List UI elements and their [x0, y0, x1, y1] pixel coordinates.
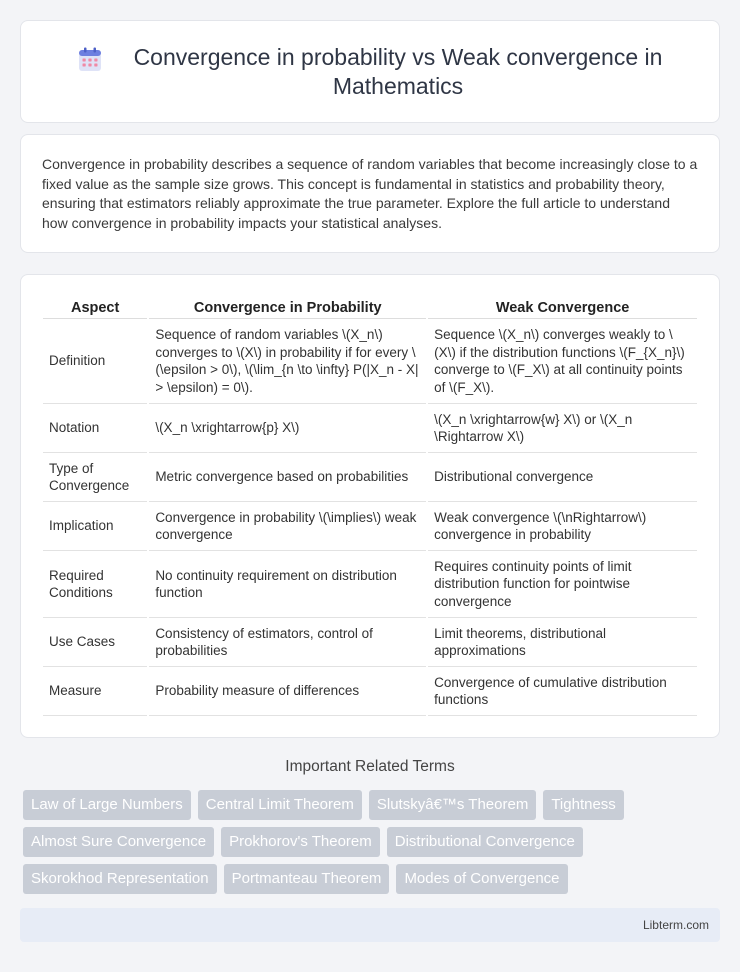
- tag-skorokhod-representation[interactable]: Skorokhod Representation: [23, 864, 217, 894]
- header-aspect: Aspect: [43, 295, 147, 319]
- intro-card: [20, 134, 720, 253]
- cell-weak-convergence: Requires continuity points of limit distribution function for pointwise convergence: [428, 551, 697, 618]
- tag-central-limit-theorem[interactable]: Central Limit Theorem: [198, 790, 362, 820]
- cell-weak-convergence: Convergence of cumulative distribution functions: [428, 667, 697, 716]
- tag-distributional-convergence[interactable]: Distributional Convergence: [387, 827, 583, 857]
- table-row: [43, 618, 697, 667]
- footer: [20, 908, 720, 942]
- tag-row: [23, 864, 713, 894]
- cell-aspect: Measure: [43, 667, 147, 716]
- page-title: Convergence in probability vs Weak convergence in Mathematics: [133, 44, 663, 99]
- cell-convergence-in-probability: Probability measure of differences: [149, 667, 426, 716]
- tag-prokhorovs-theorem[interactable]: Prokhorov's Theorem: [221, 827, 380, 857]
- tag-row: [23, 827, 713, 857]
- table-row: [43, 319, 697, 404]
- header-card: [20, 20, 720, 123]
- header-weak-convergence: Weak Convergence: [428, 295, 697, 319]
- table-row: [43, 502, 697, 551]
- related-terms-heading: Important Related Terms: [285, 758, 455, 775]
- cell-aspect: Definition: [43, 319, 147, 404]
- intro-text: Convergence in probability describes a sequence of random variables that become increasingly close to a fixed value as the sample size grows. This concept is fundamental in statistics and probability theory, ensuring that estimators reliably approximate the true parameter. Explore the full article to understand how convergence in probability impacts your statistical analyses.: [42, 156, 698, 231]
- cell-convergence-in-probability: Metric convergence based on probabilities: [149, 453, 426, 502]
- cell-convergence-in-probability: Consistency of estimators, control of probabilities: [149, 618, 426, 667]
- cell-convergence-in-probability: Sequence of random variables \(X_n\) converges to \(X\) in probability if for every \(\epsilon > 0\), \(\lim_{n \to \infty} P(|X_n - X| > \epsilon) = 0\).: [149, 319, 426, 404]
- table-row: [43, 667, 697, 716]
- cell-weak-convergence: Weak convergence \(\nRightarrow\) convergence in probability: [428, 502, 697, 551]
- cell-weak-convergence: Limit theorems, distributional approximations: [428, 618, 697, 667]
- related-terms: [23, 790, 713, 901]
- cell-weak-convergence: Distributional convergence: [428, 453, 697, 502]
- comparison-card: [20, 274, 720, 738]
- tag-row: [23, 790, 713, 820]
- tag-law-of-large-numbers[interactable]: Law of Large Numbers: [23, 790, 191, 820]
- cell-aspect: Implication: [43, 502, 147, 551]
- calendar-icon: [77, 47, 103, 73]
- table-header-row: [43, 295, 697, 319]
- header-convergence-in-probability: Convergence in Probability: [149, 295, 426, 319]
- cell-convergence-in-probability: Convergence in probability \(\implies\) weak convergence: [149, 502, 426, 551]
- tag-almost-sure-convergence[interactable]: Almost Sure Convergence: [23, 827, 214, 857]
- comparison-table: [41, 295, 699, 716]
- cell-weak-convergence: Sequence \(X_n\) converges weakly to \(X\) if the distribution functions \(F_{X_n}\) converge to \(F_X\) at all continuity points of \(F_X\).: [428, 319, 697, 404]
- tag-portmanteau-theorem[interactable]: Portmanteau Theorem: [224, 864, 390, 894]
- cell-convergence-in-probability: \(X_n \xrightarrow{p} X\): [149, 404, 426, 453]
- table-row: [43, 551, 697, 618]
- tag-tightness[interactable]: Tightness: [543, 790, 623, 820]
- cell-aspect: Use Cases: [43, 618, 147, 667]
- cell-aspect: Notation: [43, 404, 147, 453]
- tag-slutskys-theorem[interactable]: Slutskyâ€™s Theorem: [369, 790, 536, 820]
- cell-aspect: Type of Convergence: [43, 453, 147, 502]
- table-row: [43, 404, 697, 453]
- cell-weak-convergence: \(X_n \xrightarrow{w} X\) or \(X_n \Rightarrow X\): [428, 404, 697, 453]
- table-row: [43, 453, 697, 502]
- tag-modes-of-convergence[interactable]: Modes of Convergence: [396, 864, 567, 894]
- header: [21, 43, 719, 101]
- cell-convergence-in-probability: No continuity requirement on distribution function: [149, 551, 426, 618]
- cell-aspect: Required Conditions: [43, 551, 147, 618]
- footer-site-link[interactable]: Libterm.com: [642, 918, 709, 932]
